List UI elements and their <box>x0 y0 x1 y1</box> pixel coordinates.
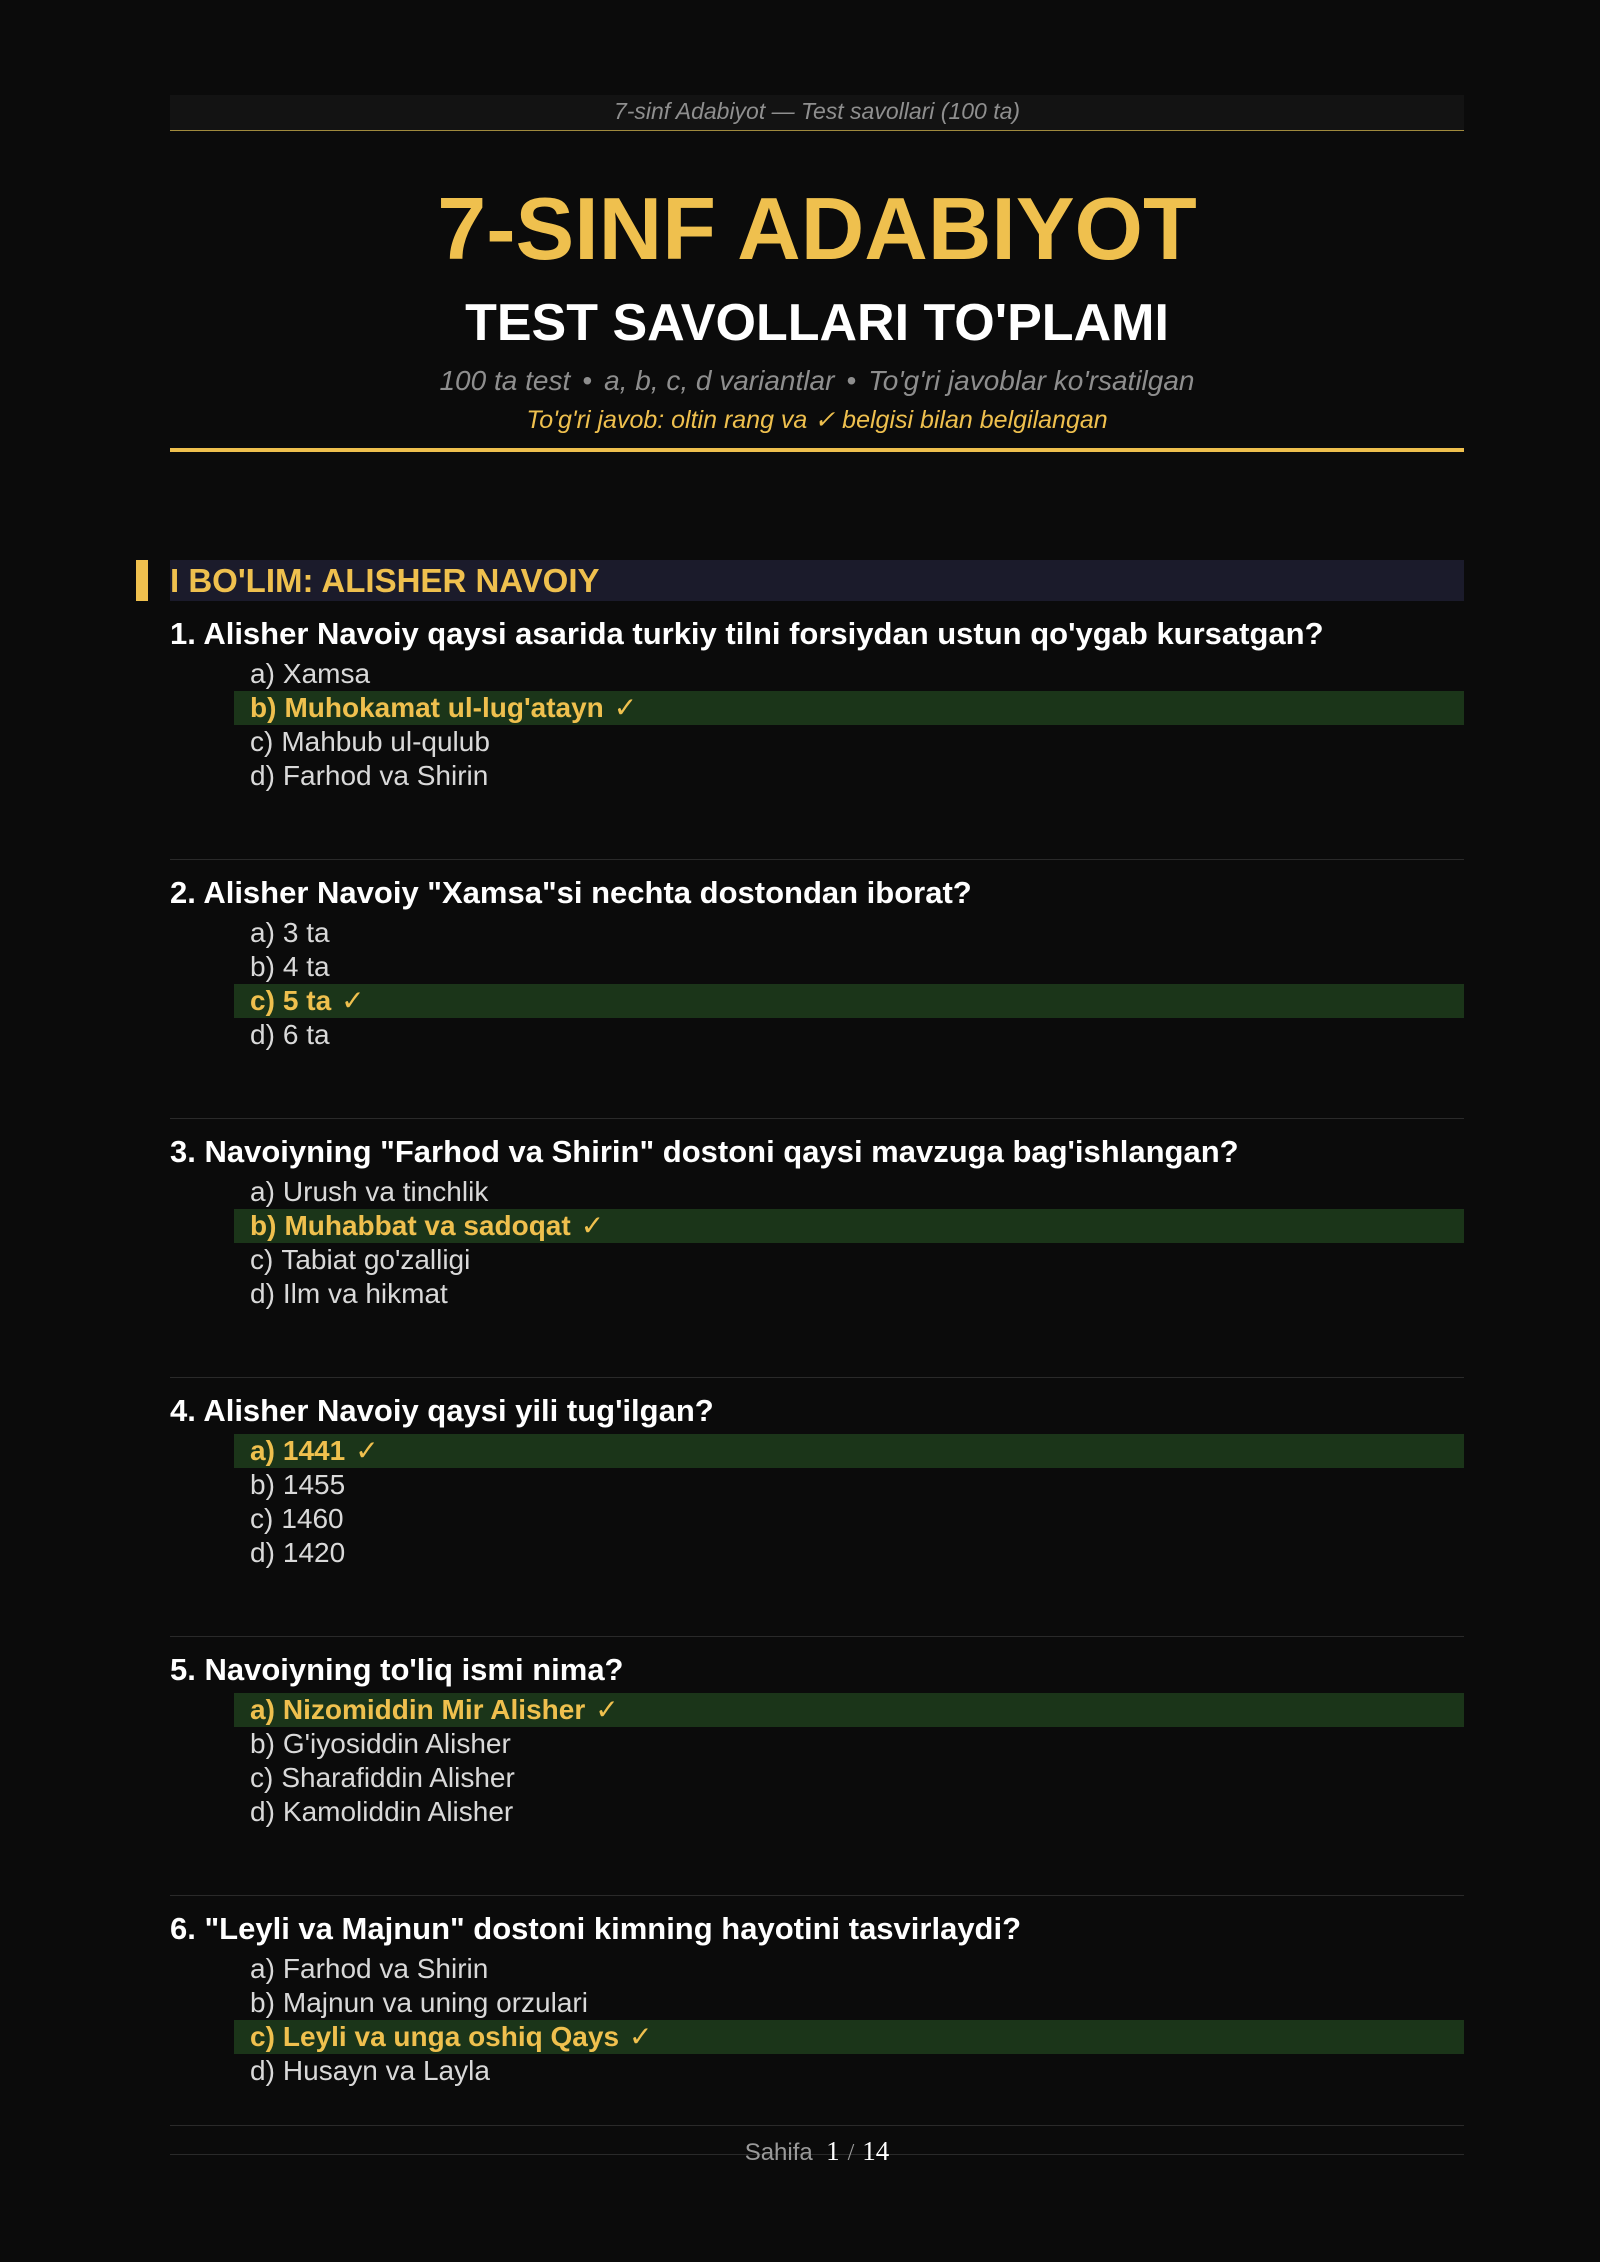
answer-options <box>170 1175 1464 1311</box>
option-text: 5 ta <box>282 985 332 1016</box>
option-text: 1441 <box>282 1435 346 1466</box>
answer-option <box>234 657 1464 691</box>
answer-options <box>170 1693 1464 1829</box>
option-letter: a) <box>250 658 275 689</box>
section-header <box>170 560 1464 601</box>
question-block <box>170 874 1464 1119</box>
answer-options <box>170 1952 1464 2088</box>
option-text: 1460 <box>281 1503 344 1534</box>
option-letter: a) <box>250 1953 275 1984</box>
option-letter: d) <box>250 2055 275 2086</box>
question-block <box>170 1651 1464 1896</box>
section-title: I BO'LIM: ALISHER NAVOIY <box>170 562 600 599</box>
option-text: Leyli va unga oshiq Qays <box>282 2021 620 2052</box>
info-separator: • <box>846 365 857 396</box>
question-text: 3. Navoiyning "Farhod va Shirin" dostoni qaysi mavzuga bag'ishlangan? <box>170 1134 1239 1169</box>
option-text: 1455 <box>282 1469 346 1500</box>
option-letter: d) <box>250 760 275 791</box>
option-letter: c) <box>250 985 275 1016</box>
answer-option <box>234 1761 1464 1795</box>
option-letter: c) <box>250 1244 274 1275</box>
option-text: Husayn va Layla <box>282 2055 490 2086</box>
checkmark-icon: ✓ <box>580 1209 605 1242</box>
document-title: 7-SINF ADABIYOT <box>437 179 1197 278</box>
option-text: Sharafiddin Alisher <box>281 1762 515 1793</box>
checkmark-icon: ✓ <box>341 984 365 1017</box>
option-letter: a) <box>250 917 275 948</box>
info-answers-shown: To'g'ri javoblar ko'rsatilgan <box>868 365 1195 396</box>
option-letter: b) <box>250 692 277 723</box>
answer-option <box>234 2054 1464 2088</box>
answer-option <box>234 1175 1464 1209</box>
document-subtitle: TEST SAVOLLARI TO'PLAMI <box>465 294 1169 352</box>
answer-option <box>234 1795 1464 1829</box>
total-page-count: 14 <box>862 2136 890 2166</box>
current-page-number: 1 <box>826 2136 840 2166</box>
option-text: Muhabbat va sadoqat <box>284 1210 571 1241</box>
checkmark-icon: ✓ <box>629 2020 653 2053</box>
option-letter: d) <box>250 1796 275 1827</box>
question-text: 4. Alisher Navoiy qaysi yili tug'ilgan? <box>170 1393 714 1428</box>
question-list <box>170 615 1464 2155</box>
answer-option <box>234 950 1464 984</box>
option-text: Ilm va hikmat <box>282 1278 448 1309</box>
answer-options <box>170 657 1464 793</box>
answer-option <box>234 759 1464 793</box>
answer-option <box>234 1502 1464 1536</box>
legend-note: To'g'ri javob: oltin rang va ✓ belgisi bilan belgilangan <box>526 406 1108 434</box>
option-letter: b) <box>250 1728 275 1759</box>
title-divider <box>170 448 1464 452</box>
info-count: 100 ta test <box>439 365 571 396</box>
answer-option <box>234 1243 1464 1277</box>
option-letter: c) <box>250 2021 275 2052</box>
running-header: 7-sinf Adabiyot — Test savollari (100 ta) <box>170 95 1464 131</box>
option-text: 3 ta <box>282 917 330 948</box>
answer-option <box>234 1018 1464 1052</box>
option-text: Urush va tinchlik <box>282 1176 489 1207</box>
option-text: Nizomiddin Mir Alisher <box>282 1694 586 1725</box>
info-separator: • <box>582 365 593 396</box>
option-letter: b) <box>250 1987 275 2018</box>
answer-option <box>234 1952 1464 1986</box>
question-text: 1. Alisher Navoiy qaysi asarida turkiy tilni forsiydan ustun qo'ygab kursatgan? <box>170 616 1324 651</box>
answer-option <box>234 725 1464 759</box>
answer-option-correct <box>234 1693 1464 1727</box>
option-text: 1420 <box>282 1537 346 1568</box>
answer-option-correct <box>234 984 1464 1018</box>
option-letter: a) <box>250 1176 275 1207</box>
checkmark-icon: ✓ <box>613 691 638 724</box>
option-letter: d) <box>250 1019 275 1050</box>
question-text: 2. Alisher Navoiy "Xamsa"si nechta dostondan iborat? <box>170 875 972 910</box>
answer-option <box>234 1727 1464 1761</box>
checkmark-icon: ✓ <box>355 1434 379 1467</box>
option-letter: a) <box>250 1694 275 1725</box>
option-text: G'iyosiddin Alisher <box>282 1728 511 1759</box>
page-separator: / <box>847 2140 855 2166</box>
section-accent-bar <box>136 560 148 601</box>
answer-option <box>234 1277 1464 1311</box>
answer-option <box>234 1986 1464 2020</box>
question-block <box>170 1392 1464 1637</box>
option-letter: b) <box>250 1210 277 1241</box>
answer-options <box>170 1434 1464 1570</box>
question-block <box>170 1910 1464 2155</box>
answer-option <box>234 1468 1464 1502</box>
answer-option <box>234 1536 1464 1570</box>
footer-label: Sahifa <box>744 2139 813 2166</box>
option-text: Muhokamat ul-lug'atayn <box>284 692 604 723</box>
option-letter: c) <box>250 726 274 757</box>
info-variants: a, b, c, d variantlar <box>604 365 835 396</box>
option-letter: b) <box>250 951 275 982</box>
checkmark-icon: ✓ <box>595 1693 619 1726</box>
option-text: Mahbub ul-qulub <box>281 726 490 757</box>
answer-option-correct <box>234 2020 1464 2054</box>
option-text: Kamoliddin Alisher <box>282 1796 514 1827</box>
answer-option-correct <box>234 1209 1464 1243</box>
question-text: 6. "Leyli va Majnun" dostoni kimning hayotini tasvirlaydi? <box>170 1911 1022 1946</box>
option-text: Farhod va Shirin <box>282 1953 489 1984</box>
question-block <box>170 615 1464 860</box>
option-letter: c) <box>250 1503 274 1534</box>
option-letter: a) <box>250 1435 275 1466</box>
info-line <box>170 363 1464 399</box>
option-text: 4 ta <box>282 951 330 982</box>
page-footer <box>170 2125 1464 2170</box>
option-letter: d) <box>250 1278 275 1309</box>
option-text: 6 ta <box>282 1019 330 1050</box>
option-letter: b) <box>250 1469 275 1500</box>
question-block <box>170 1133 1464 1378</box>
answer-option-correct <box>234 1434 1464 1468</box>
answer-option-correct <box>234 691 1464 725</box>
option-text: Majnun va uning orzulari <box>282 1987 588 2018</box>
option-letter: c) <box>250 1762 274 1793</box>
option-letter: d) <box>250 1537 275 1568</box>
answer-option <box>234 916 1464 950</box>
option-text: Xamsa <box>282 658 371 689</box>
option-text: Tabiat go'zalligi <box>281 1244 471 1275</box>
question-text: 5. Navoiyning to'liq ismi nima? <box>170 1652 624 1687</box>
answer-options <box>170 916 1464 1052</box>
option-text: Farhod va Shirin <box>282 760 489 791</box>
document-page <box>170 95 1464 2155</box>
